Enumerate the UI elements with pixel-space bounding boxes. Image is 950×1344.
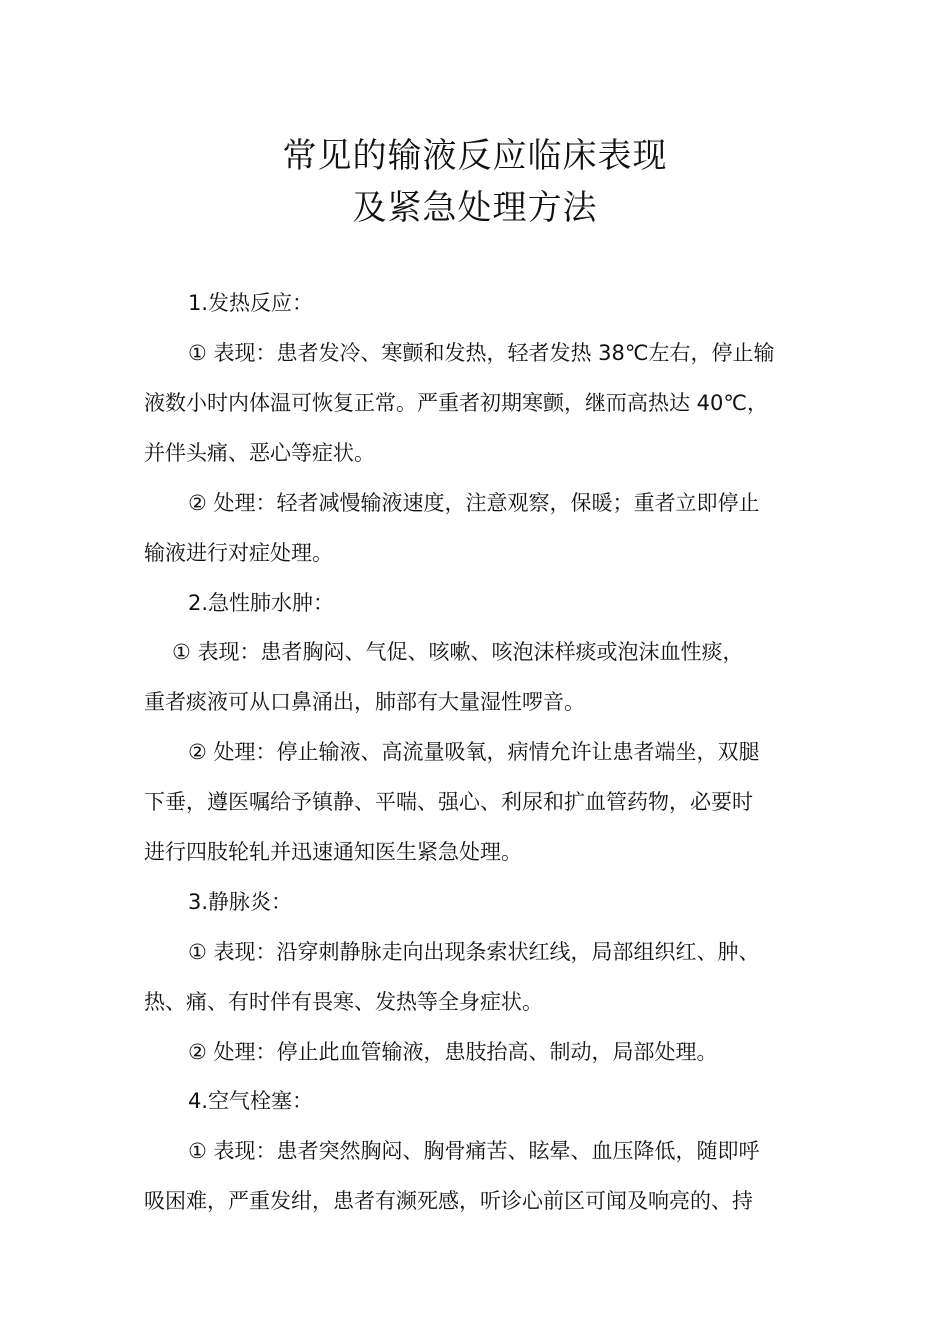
section-heading-phlebitis: 3.静脉炎： [188,890,293,914]
paragraph-line: 并伴头痛、恶心等症状。 [144,441,375,465]
paragraph-line: 输液进行对症处理。 [144,541,333,565]
paragraph-line: ① 表现：患者胸闷、气促、咳嗽、咳泡沫样痰或泡沫血性痰， [172,640,744,664]
section-heading-air-embolism: 4.空气栓塞： [188,1089,314,1113]
paragraph-line: 液数小时内体温可恢复正常。严重者初期寒颤，继而高热达 40℃， [144,391,768,415]
paragraph-line: ① 表现：患者突然胸闷、胸骨痛苦、眩晕、血压降低，随即呼 [188,1139,760,1163]
paragraph-line: ① 表现：沿穿刺静脉走向出现条索状红线，局部组织红、肿、 [188,940,760,964]
document-title-line-1: 常见的输液反应临床表现 [282,136,668,176]
document-title-line-2: 及紧急处理方法 [352,188,598,228]
paragraph-line: 重者痰液可从口鼻涌出，肺部有大量湿性啰音。 [144,690,585,714]
section-heading-pulmonary-edema: 2.急性肺水肿： [188,591,335,615]
paragraph-line: 吸困难，严重发绀，患者有濒死感，听诊心前区可闻及响亮的、持 [144,1189,753,1213]
paragraph-line: ② 处理：停止输液、高流量吸氧，病情允许让患者端坐，双腿 [188,740,760,764]
paragraph-line: ② 处理：轻者减慢输液速度，注意观察，保暖；重者立即停止 [188,491,760,515]
paragraph-line: ② 处理：停止此血管输液，患肢抬高、制动，局部处理。 [188,1040,718,1064]
paragraph-line: 热、痛、有时伴有畏寒、发热等全身症状。 [144,990,543,1014]
paragraph-line: 下垂，遵医嘱给予镇静、平喘、强心、利尿和扩血管药物，必要时 [144,790,753,814]
section-heading-fever: 1.发热反应： [188,291,314,315]
paragraph-line: 进行四肢轮轧并迅速通知医生紧急处理。 [144,840,522,864]
paragraph-line: ① 表现：患者发冷、寒颤和发热，轻者发热 38℃左右，停止输 [188,341,775,365]
